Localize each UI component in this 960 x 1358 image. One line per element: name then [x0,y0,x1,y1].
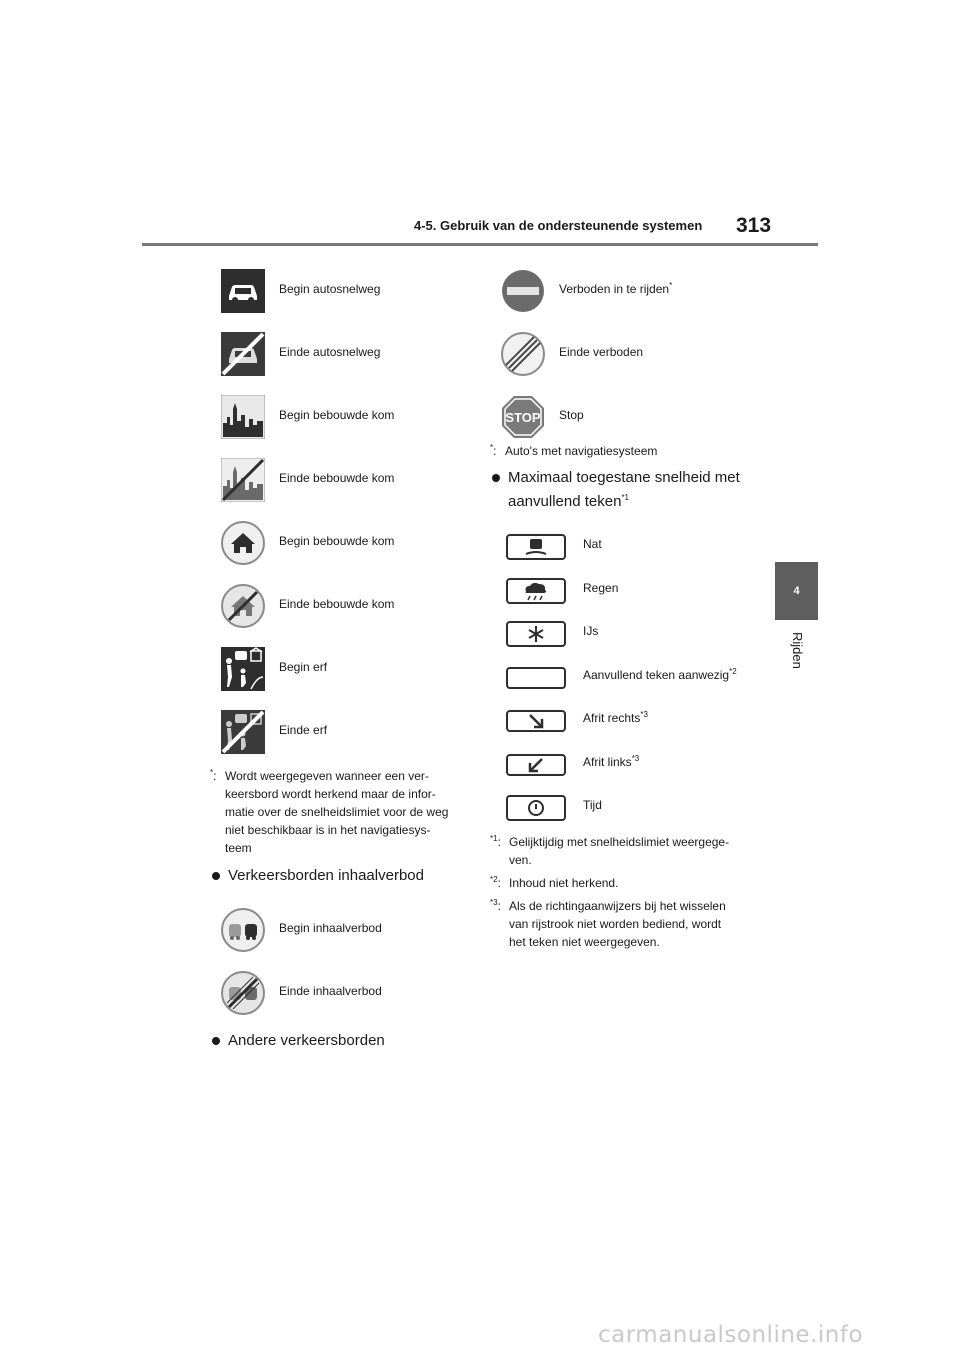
panel-row [490,572,765,616]
end-restrictions-icon [501,332,545,376]
svg-text:STOP: STOP [505,410,541,425]
city-skyline-icon [221,395,265,439]
stop-sign-icon [501,395,545,439]
panel-label: Aanvullend teken aanwezig$^{*2}$ [583,666,737,682]
sign-label: Verboden in te rijden* [559,281,673,296]
sign-label: Einde autosnelweg [279,345,381,359]
clock-icon [506,795,566,821]
panel-row [490,789,765,833]
motorway-car-icon [221,269,265,313]
footnote-line: keersbord wordt herkend maar de infor- [225,787,436,801]
sign-row [210,392,470,455]
blank-panel-icon [506,665,566,691]
residential-zone-end-icon [221,710,265,754]
sign-label: Begin autosnelweg [279,282,381,296]
speed-heading: Maximaal toegestane snelheid met aanvullend teken$^{*1}$ [490,466,765,514]
footnote-line: niet beschikbaar is in het navigatiesys- [225,823,431,837]
panel-label: Tijd [583,798,602,812]
other-signs-heading: Andere verkeersborden [210,1029,470,1053]
footnote [210,767,470,857]
sign-row [210,455,470,518]
rain-cloud-icon [506,578,566,604]
footnote-line: Inhoud niet herkend. [509,875,619,890]
chapter-tab: 4 [775,562,818,620]
footnote [490,874,765,892]
motorway-end-icon [221,332,265,376]
footnote-mark: $^{*3}$: [490,897,501,913]
chapter-label: Rijden [790,632,805,669]
sign-row [210,644,470,707]
panel-row [490,528,765,572]
sign-row [210,581,470,644]
panel-label: IJs [583,624,599,638]
page-number: 313 [736,214,772,237]
footnote [490,442,765,460]
panel-row [490,746,765,790]
snowflake-icon [506,621,566,647]
footnote-mark: $^{*1}$: [490,833,501,849]
sign-row [490,329,765,392]
sign-label: Einde erf [279,723,328,737]
footnote-line: ven. [509,852,532,867]
city-skyline-end-icon [221,458,265,502]
sign-row [210,329,470,392]
sign-row [210,518,470,581]
footnote-mark: *: [210,768,217,783]
footnote-line: het teken niet weergegeven. [509,934,660,949]
footnote [490,897,765,951]
panel-label: Afrit rechts$^{*3}$ [583,710,648,725]
panel-row [490,702,765,746]
no-overtaking-end-icon [221,971,265,1015]
left-column [210,266,470,1053]
panel-label: Nat [583,537,602,551]
sign-row [210,905,470,968]
sign-row [210,968,470,1031]
footnote-mark: $^{*2}$: [490,874,501,890]
sign-label: Begin bebouwde kom [279,408,395,422]
panel-row [490,615,765,659]
arrow-down-left-icon [506,752,566,778]
panel-row [490,659,765,703]
overtaking-heading: Verkeersborden inhaalverbod [210,864,470,888]
footnote [490,833,765,869]
house-round-end-icon [221,584,265,628]
residential-zone-icon [221,647,265,691]
footnote-line: matie over de snelheidslimiet voor de weg [225,805,449,819]
sign-label: Einde verboden [559,345,644,359]
panel-label: Regen [583,580,619,595]
sign-label: Stop [559,408,584,422]
wet-road-icon [506,534,566,560]
watermark: carmanualsonline.info [598,1322,864,1348]
footnote-line: Auto's met navigatiesysteem [505,444,658,458]
panel-label: Afrit links$^{*3}$ [583,753,640,769]
section-title: 4-5. Gebruik van de ondersteunende systemen [414,218,703,233]
sign-label: Begin bebouwde kom [279,534,395,548]
footnote-line: teem [225,841,252,855]
sign-label: Einde bebouwde kom [279,597,395,611]
sign-row [490,266,765,329]
sign-row [210,707,470,770]
sign-label: Begin erf [279,660,328,674]
sign-row [210,266,470,329]
arrow-down-right-icon [506,708,566,734]
footnote-mark: *: [490,443,497,458]
house-round-icon [221,521,265,565]
right-column [490,266,765,951]
footnote-line: Wordt weergegeven wanneer een ver- [225,769,429,783]
sign-label: Begin inhaalverbod [279,921,382,935]
sign-label: Einde bebouwde kom [279,471,395,485]
no-overtaking-icon [221,908,265,952]
sign-label: Einde inhaalverbod [279,984,382,998]
footnote-line: Gelijktijdig met snelheidslimiet weergege- [509,834,730,849]
no-entry-icon [501,269,545,313]
footnote-line: van rijstrook niet worden bediend, wordt [509,916,722,931]
header-divider [142,243,818,246]
footnote-line: Als de richtingaanwijzers bij het wisselen [509,898,726,913]
